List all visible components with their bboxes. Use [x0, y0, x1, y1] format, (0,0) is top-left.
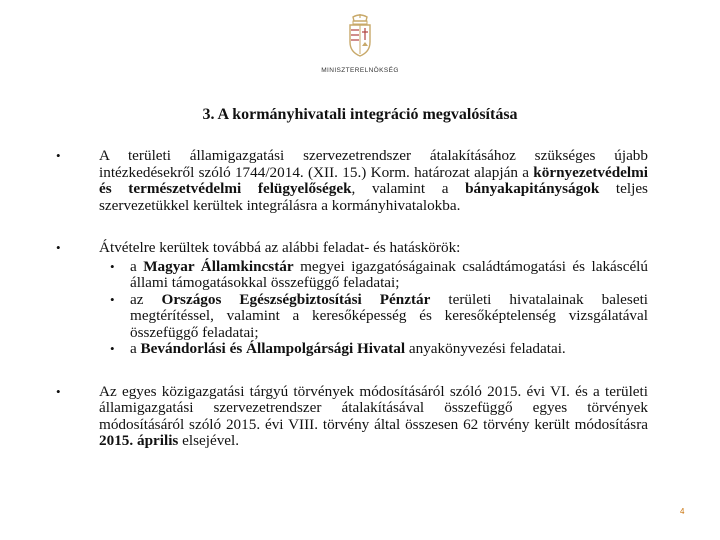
- page-title: 3. A kormányhivatali integráció megvalósítása: [202, 106, 518, 123]
- sub-list: [99, 259, 648, 358]
- page-number: 4: [680, 507, 685, 516]
- ministry-logo: [318, 14, 402, 78]
- bullet-dot: •: [56, 383, 61, 399]
- sub-item: • a Bevándorlási és Állampolgársági Hivatal anyakönyvezési feladatai.: [110, 340, 566, 357]
- bullet-item: • A területi államigazgatási szervezetrendszer átalakításához szükséges újabb intézkedésekről szóló 1744/2014. (XII. 15.) Korm. határozat alapján a környezetvédelmi és természetvédelmi felügyelőségek, valamint a bányakapitányságok teljes szervezetükkel kerültek integrálásra a kormányhivatalokba.: [56, 147, 648, 214]
- bullet-list: [56, 148, 648, 450]
- bullet-dot: •: [56, 240, 61, 255]
- hungarian-coat-of-arms-icon: [340, 14, 380, 60]
- sub-item: • a Magyar Államkincstár megyei igazgatóságainak családtámogatási és lakáscélú állami támogatásokkal összefüggő feladatai;: [110, 257, 648, 291]
- bullet-dot: •: [56, 148, 61, 163]
- bullet-item: • Az egyes közigazgatási tárgyú törvények módosításáról szóló 2015. évi VI. és a területi államigazgatási szervezetrendszer átalakításával összefüggő egyes törvények módosításáról szóló 2015. évi VIII. törvény által összesen 62 törvény került módosításra 2015. április elsejével.: [56, 382, 648, 449]
- logo-text: MINISZTERELNÖKSÉG: [321, 67, 399, 74]
- bullet-item: [56, 240, 648, 358]
- sub-item: • az Országos Egészségbiztosítási Pénztár területi hivatalainak baleseti megtérítéssel, valamint a keresőképesség és keresőképtelenség vizsgálatával összefüggő feladatai;: [110, 290, 649, 341]
- bullet-intro: Átvételre kerültek továbbá az alábbi feladat- és hatáskörök:: [99, 239, 461, 256]
